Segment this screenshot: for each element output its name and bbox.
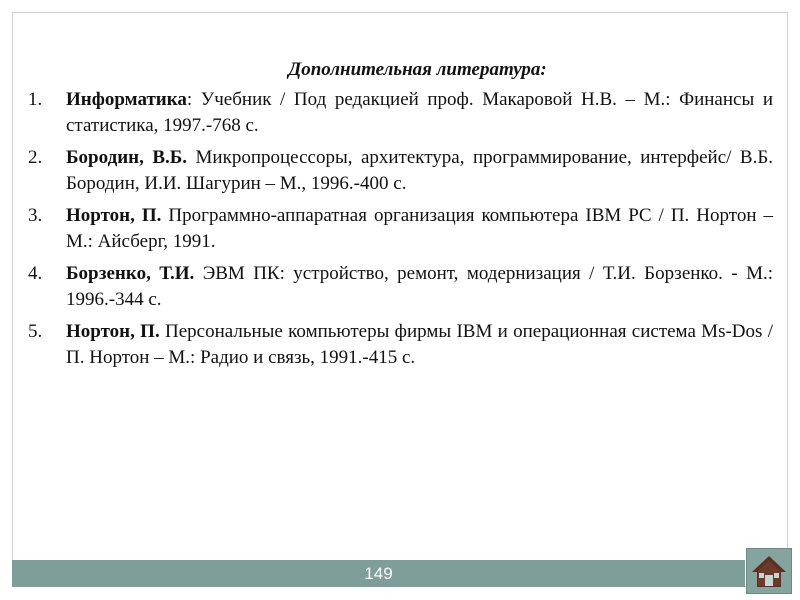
reference-item-1 bbox=[28, 87, 773, 139]
reference-author: Нортон, П. bbox=[66, 321, 160, 342]
reference-number: 2. bbox=[28, 147, 43, 168]
reference-author: Бородин, В.Б. bbox=[66, 147, 188, 168]
home-icon bbox=[750, 553, 788, 591]
reference-text: Микропроцессоры, архитектура, программирование, интерфейс/ В.Б. Бородин, И.И. Шагурин – М., 1996.-400 с. bbox=[66, 147, 773, 194]
reference-item-2 bbox=[28, 145, 773, 197]
home-button[interactable] bbox=[746, 548, 792, 594]
reference-text: Персональные компьютеры фирмы IBM и операционная система Ms-Dos / П. Нортон – М.: Радио и связь, 1991.-415 с. bbox=[66, 321, 773, 368]
reference-text: Программно-аппаратная организация компьютера IBM PC / П. Нортон – М.: Айсберг, 1991. bbox=[66, 205, 774, 252]
slide-content bbox=[28, 57, 773, 377]
reference-item-5 bbox=[28, 319, 773, 371]
page-number: 149 bbox=[364, 564, 393, 583]
reference-item-4 bbox=[28, 261, 773, 313]
reference-number: 1. bbox=[28, 89, 43, 110]
reference-number: 3. bbox=[28, 205, 43, 226]
reference-author: Борзенко, Т.И. bbox=[66, 263, 195, 284]
reference-text: ЭВМ ПК: устройство, ремонт, модернизация / Т.И. Борзенко. - М.: 1996.-344 с. bbox=[66, 263, 773, 310]
slide-frame bbox=[12, 12, 788, 587]
footer-bar bbox=[12, 560, 745, 587]
reference-list bbox=[28, 87, 773, 371]
reference-text: : Учебник / Под редакцией проф. Макаровой Н.В. – М.: Финансы и статистика, 1997.-768 с. bbox=[66, 89, 773, 136]
reference-author: Нортон, П. bbox=[66, 205, 162, 226]
reference-item-3 bbox=[28, 203, 773, 255]
reference-number: 5. bbox=[28, 321, 43, 342]
reference-number: 4. bbox=[28, 263, 43, 284]
reference-author: Информатика bbox=[66, 89, 187, 110]
slide-title: Дополнительная литература: bbox=[288, 59, 547, 80]
